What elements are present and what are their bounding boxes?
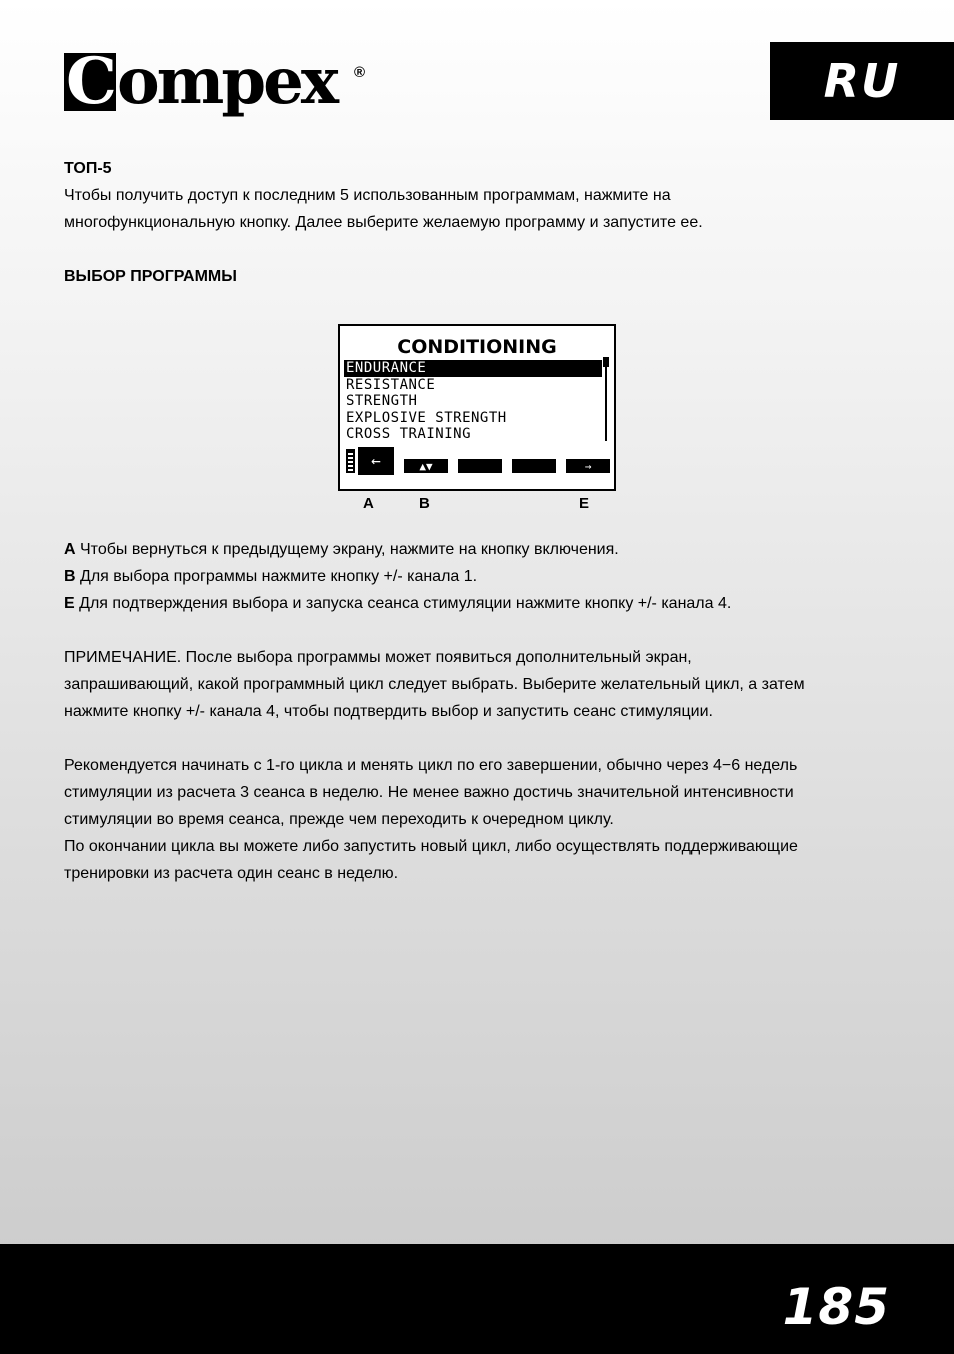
legend-e: E Для подтверждения выбора и запуска сеанса стимуляции нажмите кнопку +/- канала 4. [64, 595, 732, 612]
intro-section [64, 155, 894, 290]
page-footer [0, 1244, 954, 1354]
program-select-heading: ВЫБОР ПРОГРАММЫ [64, 268, 237, 285]
screen-title: CONDITIONING [397, 336, 557, 358]
legend-b: B Для выбора программы нажмите кнопку +/- канала 1. [64, 568, 478, 585]
menu-item-explosive-strength: EXPLOSIVE STRENGTH [346, 409, 507, 426]
softkey-blank-2 [512, 459, 556, 473]
key-label-e: E [579, 495, 590, 512]
registered-mark: ® [354, 64, 366, 81]
device-screen [338, 324, 616, 491]
key-label-a: A [363, 495, 374, 512]
top5-line-1: Чтобы получить доступ к последним 5 использованным программам, нажмите на [64, 187, 671, 204]
key-label-b: B [419, 495, 430, 512]
top5-line-2: многофункциональную кнопку. Далее выберите желаемую программу и запустите ее. [64, 214, 703, 231]
note-line-1: ПРИМЕЧАНИЕ. После выбора программы может появиться дополнительный экран, [64, 649, 692, 666]
recommendation-line-3: стимуляции во время сеанса, прежде чем переходить к очередном циклу. [64, 811, 614, 828]
recommendation-line-2: стимуляции из расчета 3 сеанса в неделю. Не менее важно достичь значительной интенсивности [64, 784, 794, 801]
language-label: RU [823, 54, 901, 108]
menu-scrollbar [605, 359, 607, 441]
recommendation-line-4: По окончании цикла вы можете либо запустить новый цикл, либо осуществлять поддерживающие [64, 838, 798, 855]
note-line-2: запрашивающий, какой программный цикл следует выбрать. Выберите желательный цикл, а затем [64, 676, 805, 693]
menu-item-endurance: ENDURANCE [344, 360, 602, 377]
next-arrow-icon: → [584, 459, 592, 473]
softkey-row [346, 447, 612, 477]
logo-wordmark: Compex [66, 44, 336, 119]
battery-icon [346, 449, 355, 473]
language-tab [770, 42, 954, 120]
recommendation-line-1: Рекомендуется начинать с 1-го цикла и менять цикл по его завершении, обычно через 4−6 недель [64, 757, 798, 774]
softkey-labels [0, 495, 954, 515]
legend-a: A Чтобы вернуться к предыдущему экрану, нажмите на кнопку включения. [64, 541, 619, 558]
softkey-back [346, 447, 394, 475]
page-number: 185 [782, 1278, 890, 1336]
instructions-section [64, 536, 894, 887]
top5-heading: ТОП-5 [64, 160, 112, 177]
note-line-3: нажмите кнопку +/- канала 4, чтобы подтвердить выбор и запустить сеанс стимуляции. [64, 703, 713, 720]
menu-item-strength: STRENGTH [346, 393, 418, 410]
back-arrow-icon: ← [358, 447, 394, 475]
up-down-arrows-icon: ▲▼ [419, 459, 433, 473]
menu-item-cross-training: CROSS TRAINING [346, 426, 472, 443]
softkey-blank-1 [458, 459, 502, 473]
program-menu [344, 360, 602, 443]
softkey-next [566, 459, 610, 473]
recommendation-line-5: тренировки из расчета один сеанс в неделю. [64, 865, 399, 882]
menu-scroll-thumb [603, 357, 609, 367]
menu-item-resistance: RESISTANCE [346, 376, 436, 393]
softkey-updown [404, 459, 448, 473]
